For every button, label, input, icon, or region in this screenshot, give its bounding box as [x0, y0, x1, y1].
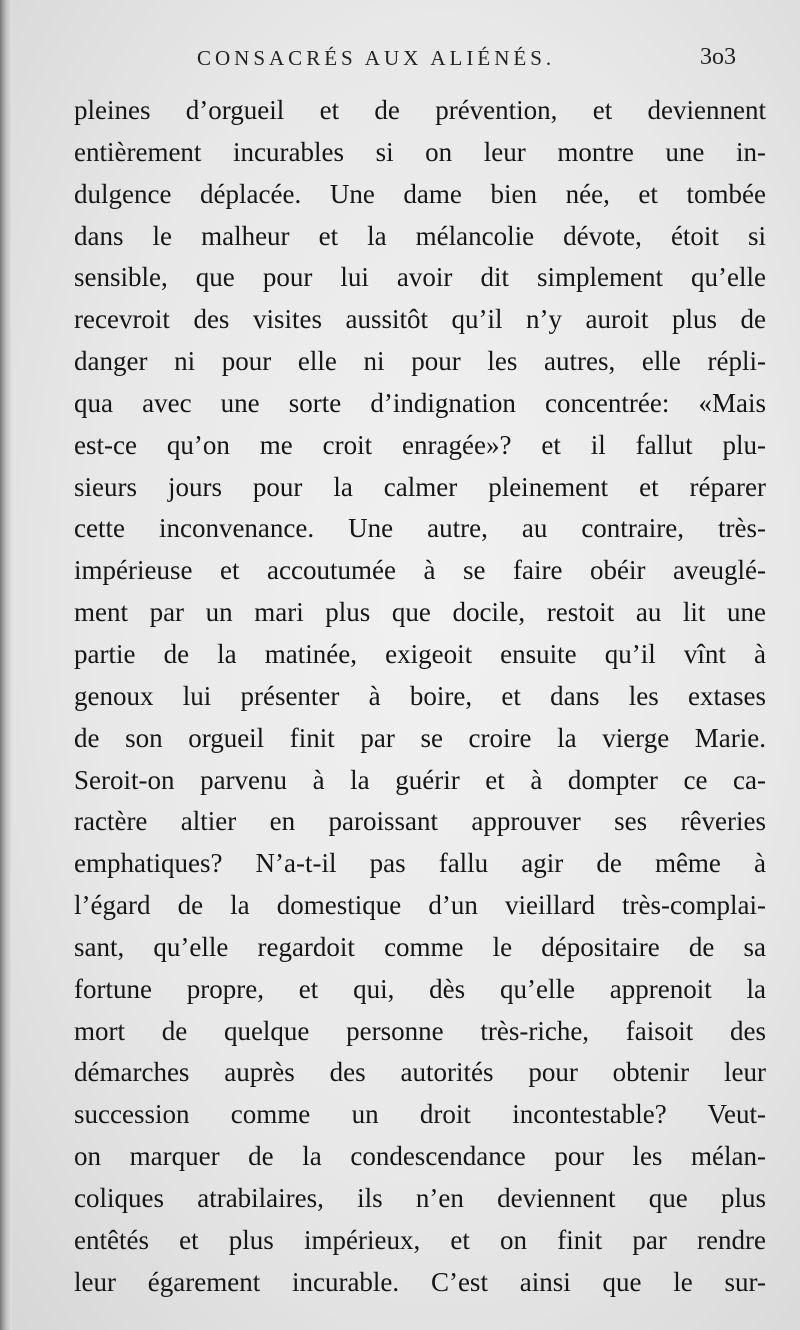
text-line: leur égarement incurable. C’est ainsi que le sur-: [74, 1266, 766, 1297]
text-line: est-ce qu’on me croit enragée»? et il fallut plu-: [74, 429, 766, 460]
text-line: cette inconvenance. Une autre, au contraire, très-: [74, 513, 766, 544]
text-line: pleines d’orgueil et de prévention, et deviennent: [74, 95, 766, 125]
text-line: mort de quelque personne très-riche, faisoit des: [74, 1015, 766, 1046]
text-line: danger ni pour elle ni pour les autres, elle répli-: [74, 346, 766, 377]
text-line: qua avec une sorte d’indignation concentrée: «Mais: [74, 387, 766, 418]
text-line: genoux lui présenter à boire, et dans les extases: [74, 680, 766, 711]
page-number: 3o3: [700, 44, 736, 70]
text-line: Seroit-on parvenu à la guérir et à dompter ce ca-: [74, 764, 766, 795]
text-line: de son orgueil finit par se croire la vierge Marie.: [74, 722, 766, 753]
text-line: l’égard de la domestique d’un vieillard très-complai-: [74, 890, 766, 921]
text-line: sieurs jours pour la calmer pleinement et réparer: [74, 471, 766, 502]
text-line: fortune propre, et qui, dès qu’elle apprenoit la: [74, 973, 766, 1004]
text-line: entièrement incurables si on leur montre une in-: [74, 136, 766, 167]
running-title: CONSACRÉS AUX ALIÉNÉS.: [197, 46, 556, 70]
text-line: impérieuse et accoutumée à se faire obéir aveuglé-: [74, 555, 766, 586]
text-line: démarches auprès des autorités pour obtenir leur: [74, 1057, 766, 1088]
text-line: partie de la matinée, exigeoit ensuite qu’il vînt à: [74, 638, 766, 669]
text-line: ment par un mari plus que docile, restoit au lit une: [74, 597, 766, 628]
text-line: dulgence déplacée. Une dame bien née, et tombée: [74, 178, 766, 209]
text-line: dans le malheur et la mélancolie dévote, étoit si: [74, 220, 766, 251]
text-line: sensible, que pour lui avoir dit simplement qu’elle: [74, 262, 766, 293]
text-line: succession comme un droit incontestable? Veut-: [74, 1099, 766, 1130]
text-line: sant, qu’elle regardoit comme le dépositaire de sa: [74, 931, 766, 962]
text-line: entêtés et plus impérieux, et on finit par rendre: [74, 1224, 766, 1255]
text-line: ractère altier en paroissant approuver ses rêveries: [74, 806, 766, 837]
page-header: [0, 46, 800, 80]
text-line: emphatiques? N’a-t-il pas fallu agir de même à: [74, 848, 766, 879]
text-line: coliques atrabilaires, ils n’en deviennent que plus: [74, 1182, 766, 1213]
text-line: recevroit des visites aussitôt qu’il n’y auroit plus de: [74, 304, 766, 335]
text-line: on marquer de la condescendance pour les mélan-: [74, 1141, 766, 1172]
body-text: [74, 90, 766, 1303]
page-gutter-shadow: [0, 0, 12, 1330]
